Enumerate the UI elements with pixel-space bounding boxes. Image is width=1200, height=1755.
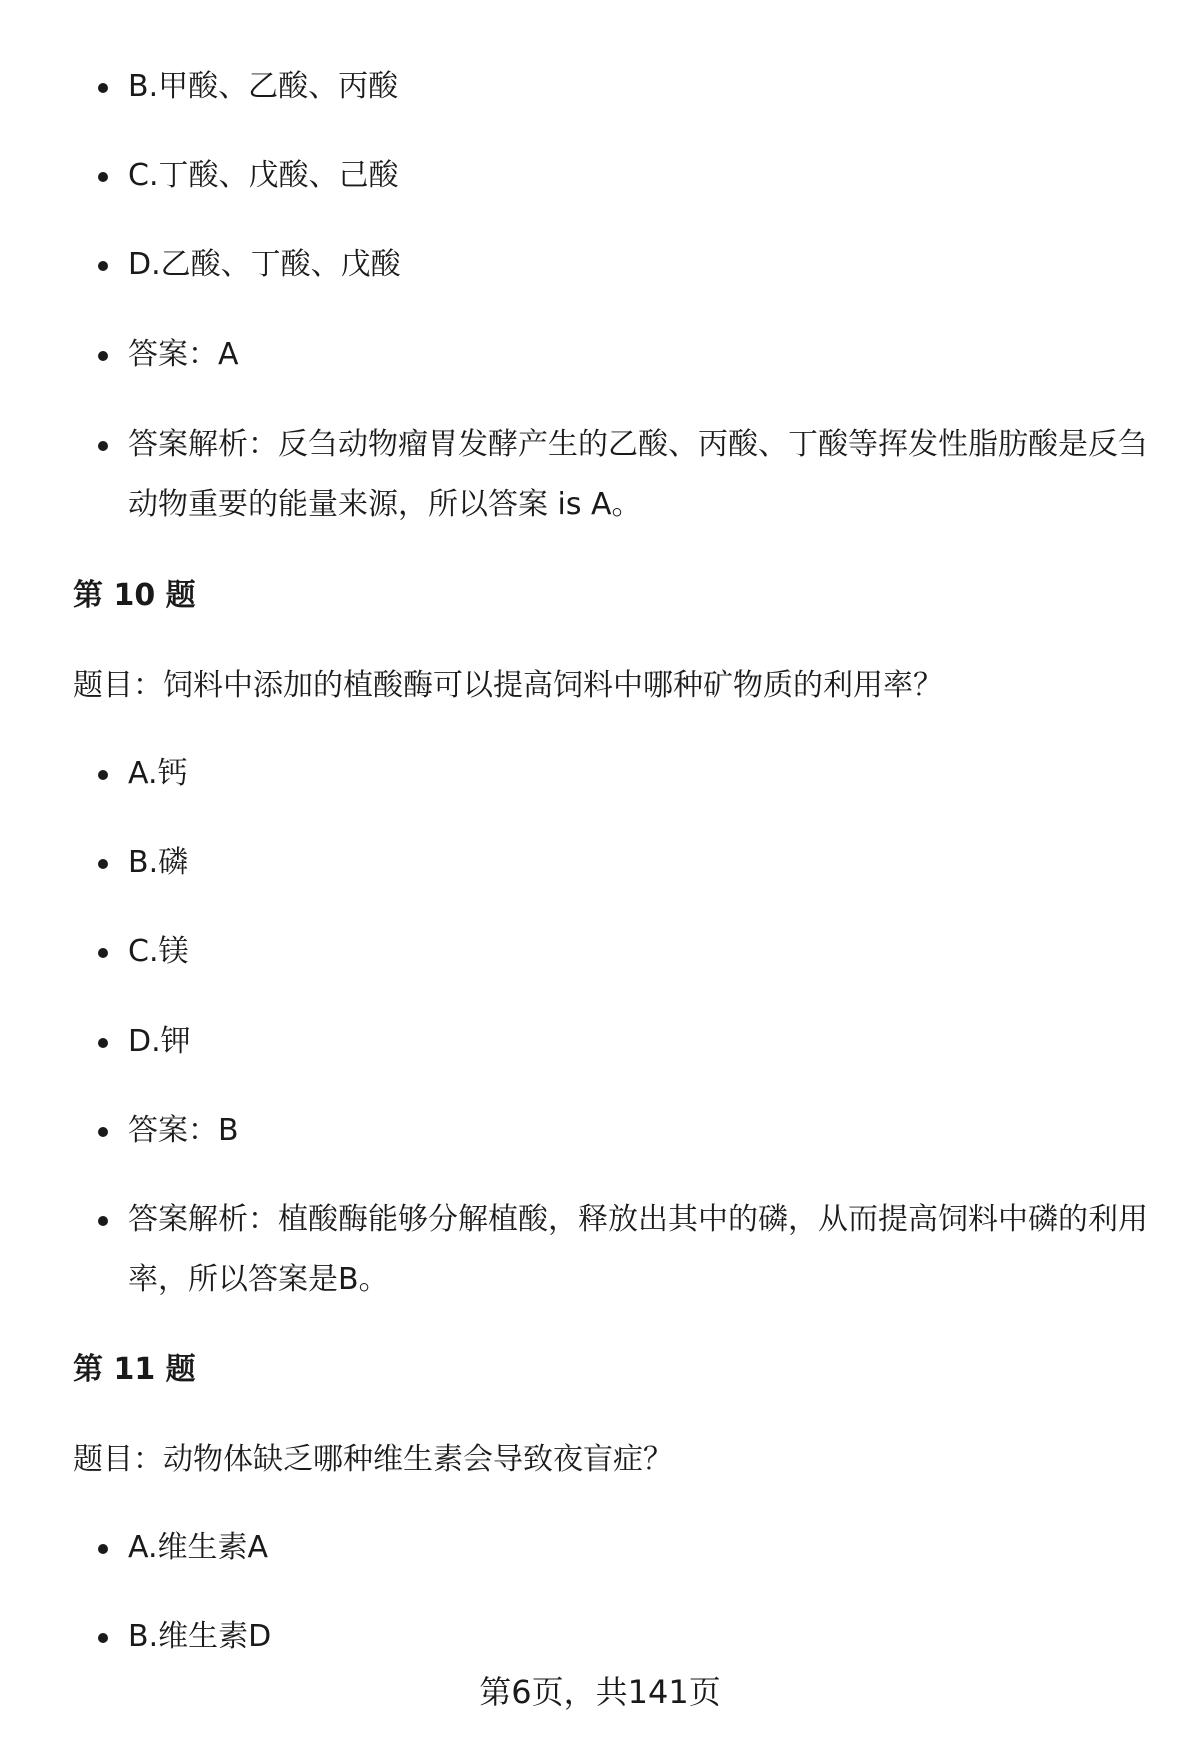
answer-text: 答案：A [128, 337, 239, 372]
list-item-option [128, 1518, 1148, 1578]
option-text: C.丁酸、戊酸、己酸 [128, 158, 399, 193]
option-text: B.磷 [128, 845, 189, 880]
bullet-icon [98, 1038, 108, 1048]
list-item-explanation [128, 1190, 1148, 1310]
list-item-option [128, 57, 1148, 117]
bullet-icon [98, 948, 108, 958]
bullet-icon [98, 859, 108, 869]
option-text: D.乙酸、丁酸、戊酸 [128, 247, 401, 282]
list-item-explanation [128, 415, 1148, 535]
list-item-option [128, 744, 1148, 804]
bullet-icon [98, 1633, 108, 1643]
bullet-icon [98, 1216, 108, 1226]
page-number: 第6页，共141页 [479, 1673, 721, 1711]
explanation-text: 答案解析：反刍动物瘤胃发酵产生的乙酸、丙酸、丁酸等挥发性脂肪酸是反刍动物重要的能量来源，所以答案 is A。 [128, 427, 1148, 522]
option-text: D.钾 [128, 1024, 191, 1059]
option-text: A.钙 [128, 756, 188, 791]
bullet-icon [98, 770, 108, 780]
list-item-answer [128, 1101, 1148, 1161]
bullet-icon [98, 172, 108, 182]
list-item-option [128, 833, 1148, 893]
list-item-option [128, 1012, 1148, 1072]
explanation-text: 答案解析：植酸酶能够分解植酸，释放出其中的磷，从而提高饲料中磷的利用率，所以答案是B。 [128, 1202, 1148, 1297]
option-text: A.维生素A [128, 1530, 269, 1565]
bullet-icon [98, 83, 108, 93]
bullet-icon [98, 1544, 108, 1554]
list-item-option [128, 1607, 1148, 1667]
question-heading: 第 10 题 [73, 578, 196, 613]
list-item-option [128, 922, 1148, 982]
question-text: 题目：饲料中添加的植酸酶可以提高饲料中哪种矿物质的利用率？ [73, 668, 943, 703]
question-text: 题目：动物体缺乏哪种维生素会导致夜盲症？ [73, 1442, 673, 1477]
question-heading: 第 11 题 [73, 1352, 196, 1387]
bullet-icon [98, 1127, 108, 1137]
list-item-answer [128, 325, 1148, 385]
answer-text: 答案：B [128, 1113, 239, 1148]
option-text: C.镁 [128, 934, 189, 969]
option-text: B.维生素D [128, 1619, 272, 1654]
list-item-option [128, 235, 1148, 295]
bullet-icon [98, 351, 108, 361]
bullet-icon [98, 261, 108, 271]
option-text: B.甲酸、乙酸、丙酸 [128, 69, 399, 104]
list-item-option [128, 146, 1148, 206]
bullet-icon [98, 441, 108, 451]
